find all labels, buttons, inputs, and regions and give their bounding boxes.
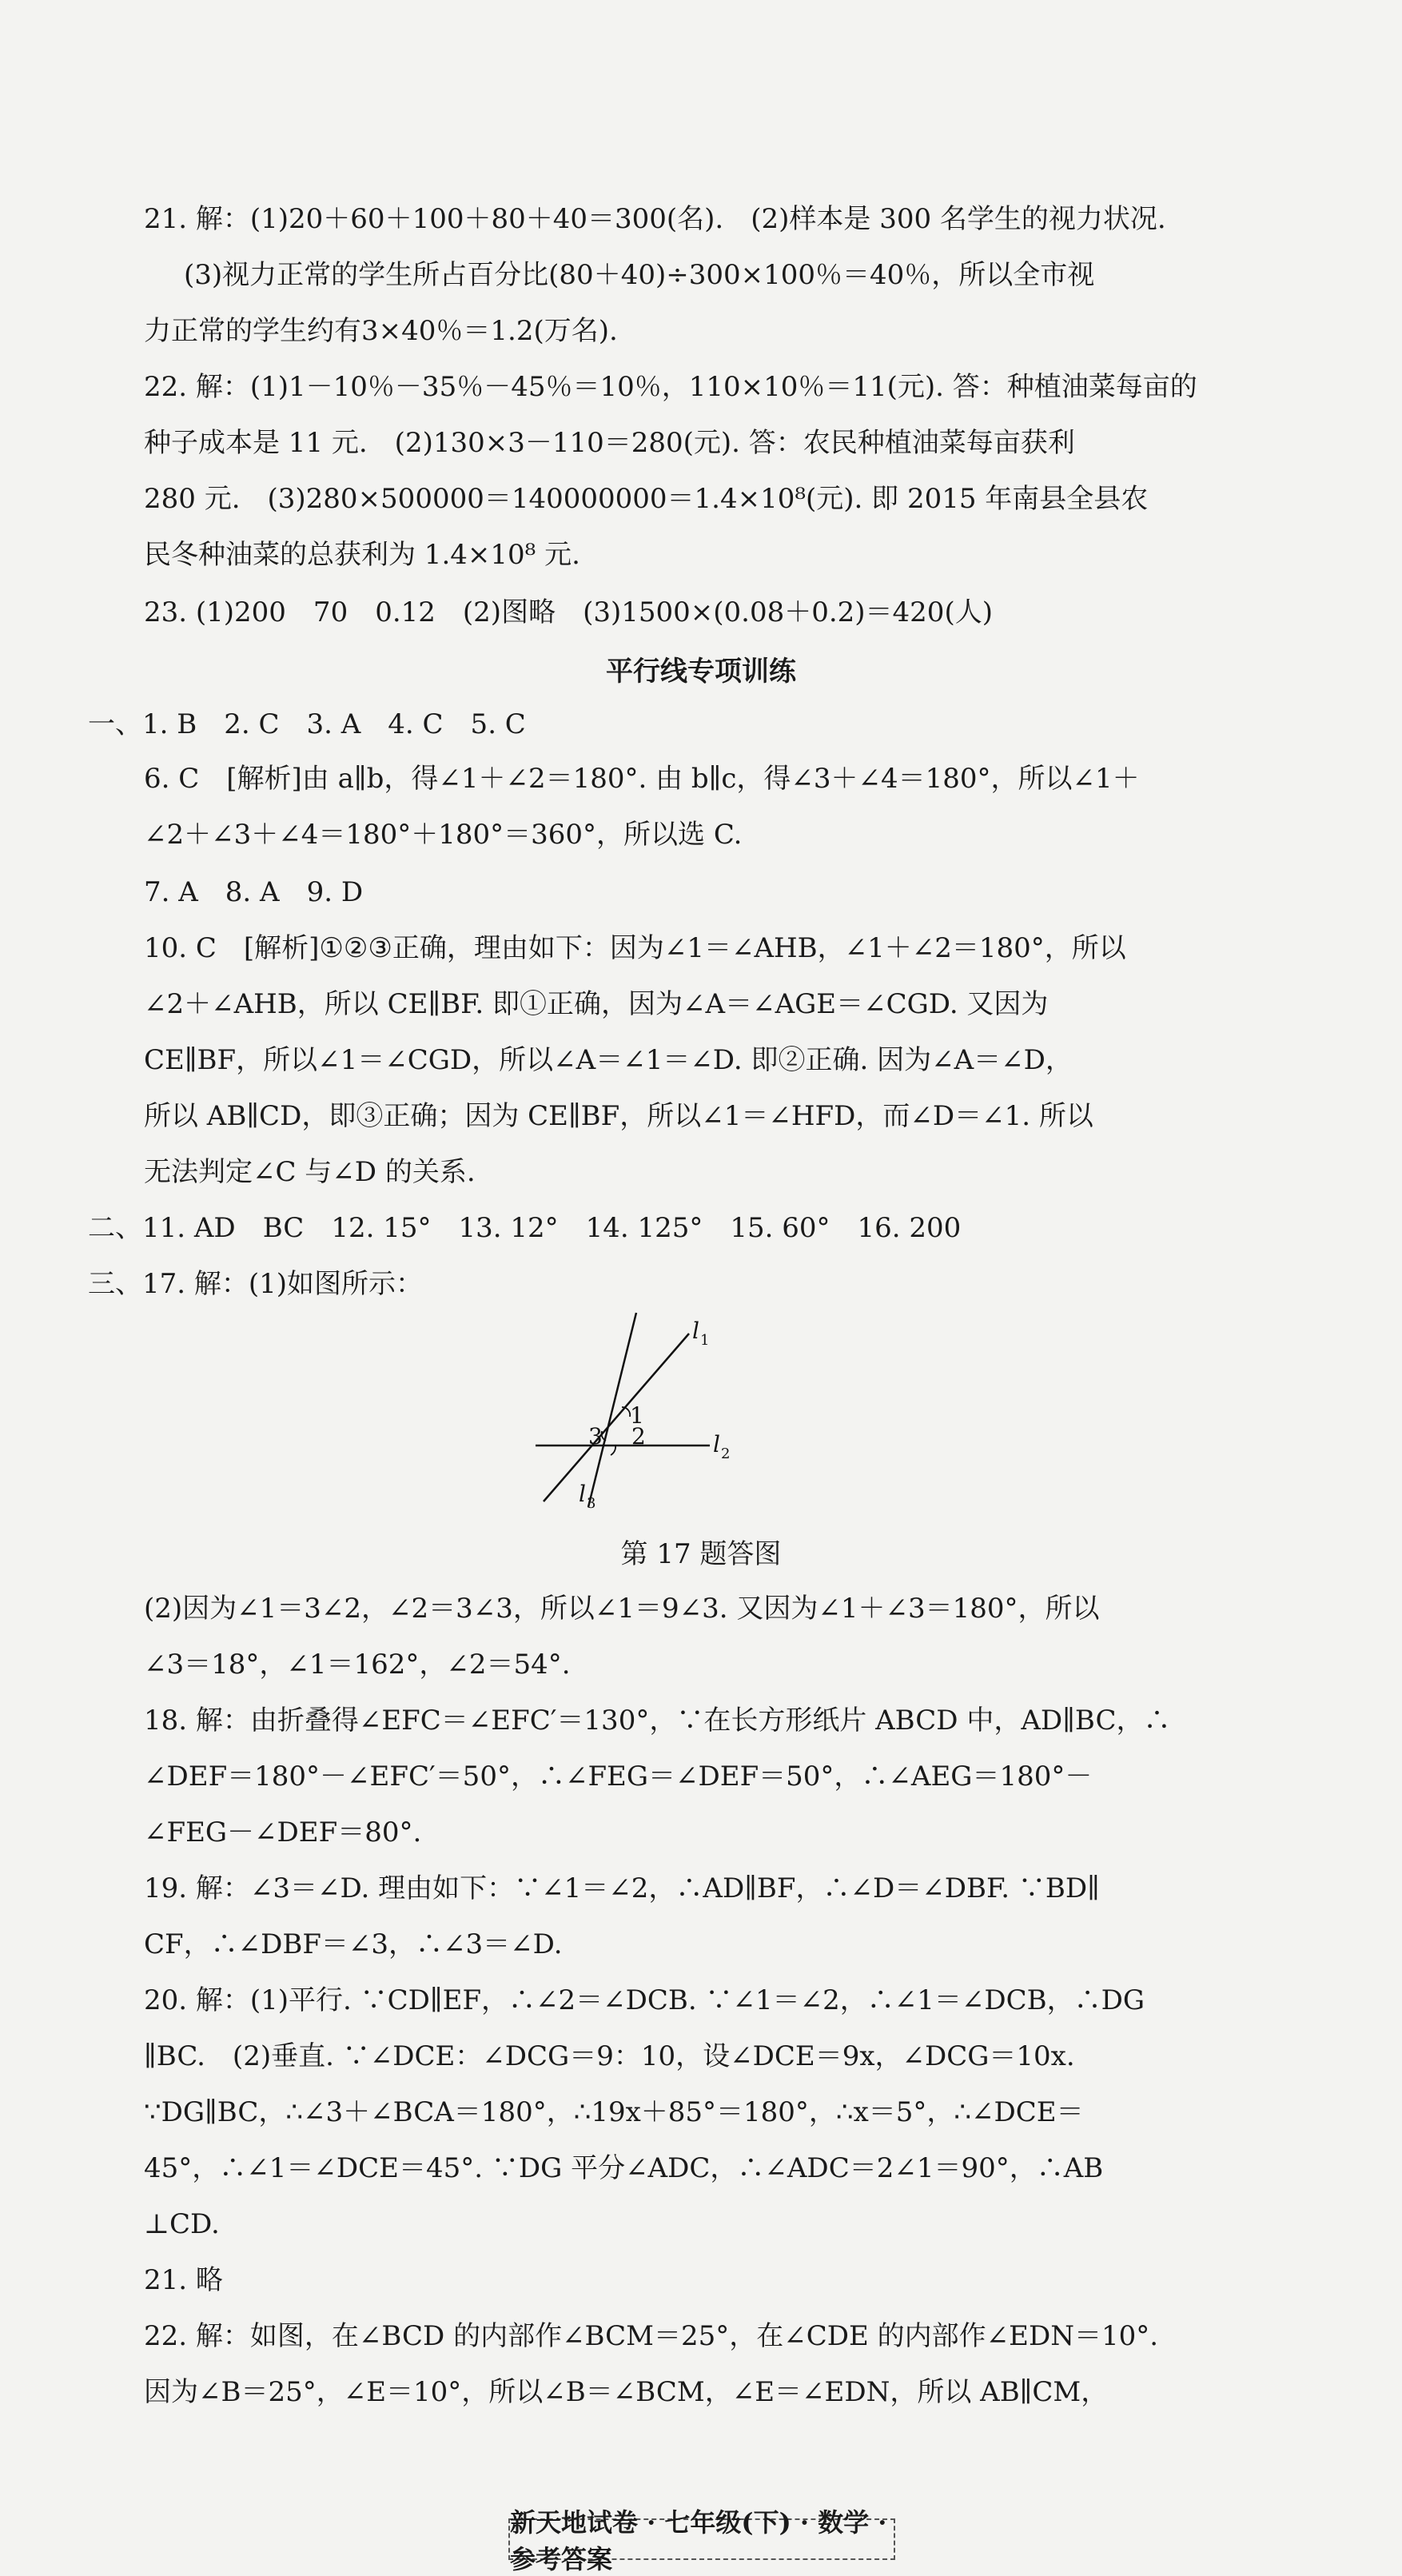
angle-1-label: 1 [630, 1402, 644, 1429]
answer-21-brief: 21. 略 [144, 2264, 223, 2296]
answer-6-line-1: 6. C [解析]由 a∥b，得∠1＋∠2＝180°. 由 b∥c，得∠3＋∠4＝180°，所以∠1＋ [144, 763, 1140, 795]
answer-6-line-2: ∠2＋∠3＋∠4＝180°＋180°＝360°，所以选 C. [144, 819, 743, 851]
answer-10-line-3: CE∥BF，所以∠1＝∠CGD，所以∠A＝∠1＝∠D. 即②正确. 因为∠A＝∠D， [144, 1044, 1073, 1076]
part-2-answers: 二、11. AD BC 12. 15° 13. 12° 14. 125° 15. 60° 16. 200 [88, 1212, 962, 1244]
label-l3: l [579, 1481, 586, 1507]
answer-10-line-1: 10. C [解析]①②③正确，理由如下：因为∠1＝∠AHB，∠1＋∠2＝180°，所以 [144, 932, 1126, 964]
answer-19-line-2: CF，∴∠DBF＝∠3，∴∠3＝∠D. [144, 1928, 563, 1960]
label-l2: l [713, 1431, 720, 1457]
line-l1 [544, 1334, 689, 1501]
answer-10-line-5: 无法判定∠C 与∠D 的关系. [144, 1156, 476, 1188]
answer-20-line-5: ⊥CD. [144, 2208, 220, 2240]
answer-18-line-3: ∠FEG－∠DEF＝80°. [144, 1816, 422, 1848]
answer-21-line-3: 力正常的学生约有3×40％＝1.2(万名). [144, 315, 618, 347]
answer-22-line-2: 种子成本是 11 元. (2)130×3－110＝280(元). 答：农民种植油菜每亩获利 [144, 427, 1075, 459]
answer-20-line-1: 20. 解：(1)平行. ∵CD∥EF，∴∠2＝∠DCB. ∵∠1＝∠2，∴∠1＝∠DCB，∴DG [144, 1984, 1145, 2016]
section-title: 平行线专项训练 [606, 656, 796, 688]
answer-17-line-3: ∠3＝18°，∠1＝162°，∠2＝54°. [144, 1649, 571, 1681]
label-l2-sub: 2 [721, 1446, 731, 1462]
figure-caption: 第 17 题答图 [620, 1538, 782, 1570]
answer-18-line-2: ∠DEF＝180°－∠EFC′＝50°，∴∠FEG＝∠DEF＝50°，∴∠AEG＝180°－ [144, 1761, 1093, 1792]
answer-20-line-3: ∵DG∥BC，∴∠3＋∠BCA＝180°，∴19x＋85°＝180°，∴x＝5°，∴∠DCE＝ [144, 2096, 1084, 2128]
label-l1: l [692, 1318, 699, 1344]
answer-22b-line-2: 因为∠B＝25°，∠E＝10°，所以∠B＝∠BCM，∠E＝∠EDN，所以 AB∥CM， [144, 2376, 1109, 2408]
answer-20-line-4: 45°，∴∠1＝∠DCE＝45°. ∵DG 平分∠ADC，∴∠ADC＝2∠1＝90°，∴AB [144, 2152, 1104, 2184]
label-l3-sub: 3 [587, 1495, 596, 1512]
answer-20-line-2: ∥BC. (2)垂直. ∵∠DCE：∠DCG＝9：10，设∠DCE＝9x，∠DCG＝10x. [144, 2040, 1075, 2072]
page-footer: 新天地试卷 · 七年级(下) · 数学 · 参考答案 [508, 2518, 895, 2560]
answer-17-line-1: 三、17. 解：(1)如图所示： [88, 1268, 424, 1300]
angle-arc-2 [611, 1446, 615, 1455]
answer-22-line-4: 民冬种油菜的总获利为 1.4×10⁸ 元. [144, 539, 580, 571]
answer-19-line-1: 19. 解：∠3＝∠D. 理由如下：∵∠1＝∠2，∴AD∥BF，∴∠D＝∠DBF. ∵BD∥ [144, 1872, 1100, 1904]
answer-10-line-2: ∠2＋∠AHB，所以 CE∥BF. 即①正确，因为∠A＝∠AGE＝∠CGD. 又因为 [144, 988, 1049, 1020]
answer-10-line-4: 所以 AB∥CD，即③正确；因为 CE∥BF，所以∠1＝∠HFD，而∠D＝∠1. 所以 [144, 1100, 1093, 1132]
answer-22-line-3: 280 元. (3)280×500000＝140000000＝1.4×10⁸(元). 即 2015 年南县全县农 [144, 483, 1149, 515]
answers-7-9: 7. A 8. A 9. D [144, 876, 364, 908]
label-l1-sub: 1 [700, 1332, 710, 1349]
q17-figure [512, 1311, 751, 1527]
answer-21-line-2: (3)视力正常的学生所占百分比(80＋40)÷300×100％＝40％，所以全市视 [184, 259, 1095, 291]
angle-3-label: 3 [588, 1423, 603, 1449]
part-1-answers: 一、1. B 2. C 3. A 4. C 5. C [88, 708, 526, 740]
angle-2-label: 2 [631, 1423, 646, 1449]
line-l3 [588, 1313, 636, 1507]
answer-17-line-2: (2)因为∠1＝3∠2，∠2＝3∠3，所以∠1＝9∠3. 又因为∠1＋∠3＝180°，所以 [144, 1593, 1100, 1625]
answer-18-line-1: 18. 解：由折叠得∠EFC＝∠EFC′＝130°，∵在长方形纸片 ABCD 中，AD∥BC，∴ [144, 1705, 1171, 1737]
answer-21-line-1: 21. 解：(1)20＋60＋100＋80＋40＝300(名). (2)样本是 300 名学生的视力状况. [144, 203, 1166, 235]
answer-23-line: 23. (1)200 70 0.12 (2)图略 (3)1500×(0.08＋0.2)＝420(人) [144, 596, 993, 628]
answer-22b-line-1: 22. 解：如图，在∠BCD 的内部作∠BCM＝25°，在∠CDE 的内部作∠EDN＝10°. [144, 2320, 1159, 2352]
answer-22-line-1: 22. 解：(1)1－10％－35％－45％＝10％，110×10％＝11(元). 答：种植油菜每亩的 [144, 371, 1197, 403]
